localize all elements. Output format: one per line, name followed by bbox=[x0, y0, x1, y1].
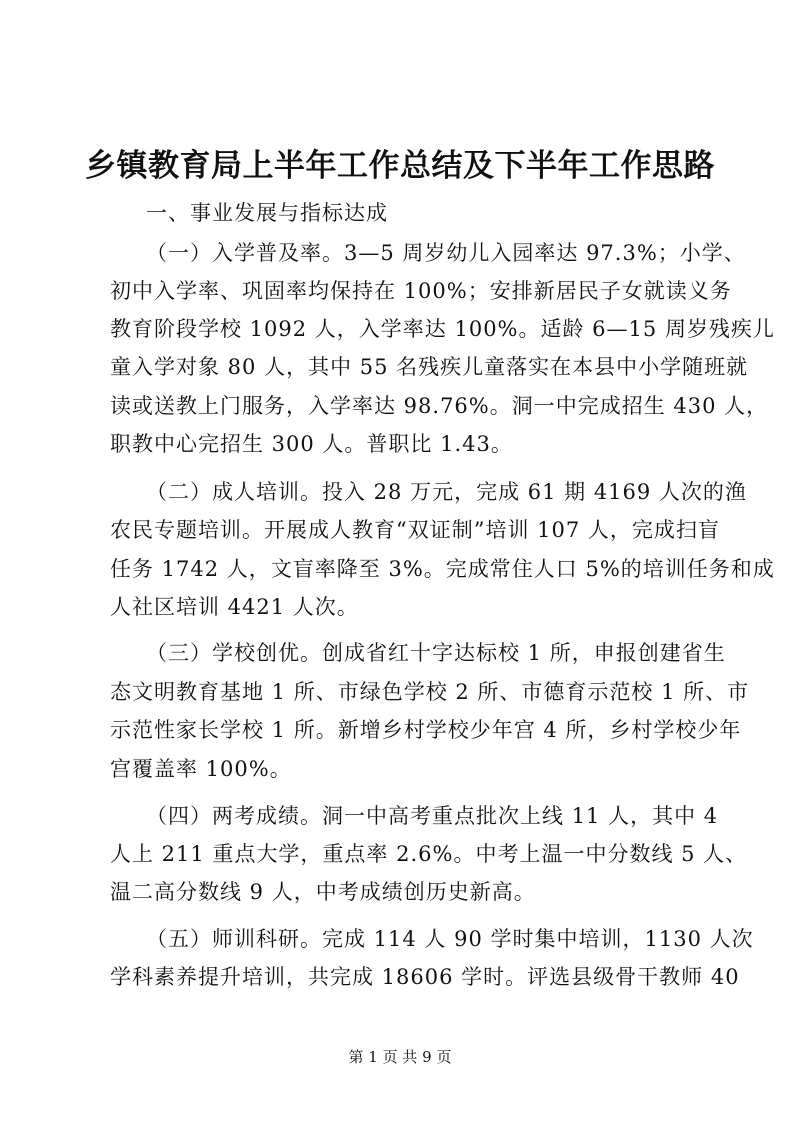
paragraph-line: 任务 1742 人，文盲率降至 3%。完成常住人口 5%的培训任务和成 bbox=[110, 557, 775, 581]
paragraph-line: 态文明教育基地 1 所、市绿色学校 2 所、市德育示范校 1 所、市 bbox=[110, 680, 750, 704]
paragraph-line: 农民专题培训。开展成人教育“双证制”培训 107 人，完成扫盲 bbox=[110, 518, 720, 542]
section-heading: 一、事业发展与指标达成 bbox=[146, 201, 388, 225]
paragraph-line: （三）学校创优。创成省红十字达标校 1 所，申报创建省生 bbox=[146, 641, 726, 665]
paragraph-line: 童入学对象 80 人，其中 55 名残疾儿童落实在本县中小学随班就 bbox=[110, 355, 749, 379]
paragraph-line: （四）两考成绩。洞一中高考重点批次上线 11 人，其中 4 bbox=[146, 804, 719, 828]
document-title: 乡镇教育局上半年工作总结及下半年工作思路 bbox=[85, 148, 715, 184]
paragraph-line: 学科素养提升培训，共完成 18606 学时。评选县级骨干教师 40 bbox=[110, 965, 740, 989]
paragraph-line: 宫覆盖率 100%。 bbox=[110, 757, 292, 781]
paragraph-line: 职教中心完招生 300 人。普职比 1.43。 bbox=[110, 432, 513, 456]
paragraph-line: 温二高分数线 9 人，中考成绩创历史新高。 bbox=[110, 880, 536, 904]
paragraph-line: （五）师训科研。完成 114 人 90 学时集中培训，1130 人次 bbox=[146, 927, 754, 951]
paragraph-line: 人社区培训 4421 人次。 bbox=[110, 595, 359, 619]
page-footer: 第 1 页 共 9 页 bbox=[348, 1048, 452, 1066]
paragraph-line: （二）成人培训。投入 28 万元，完成 61 期 4169 人次的渔 bbox=[146, 480, 747, 504]
paragraph-line: 人上 211 重点大学，重点率 2.6%。中考上温一中分数线 5 人、 bbox=[110, 842, 748, 866]
paragraph-line: 初中入学率、巩固率均保持在 100%；安排新居民子女就读义务 bbox=[110, 279, 732, 303]
paragraph-line: 示范性家长学校 1 所。新增乡村学校少年宫 4 所，乡村学校少年 bbox=[110, 718, 742, 742]
paragraph-line: 读或送教上门服务，入学率达 98.76%。洞一中完成招生 430 人， bbox=[110, 394, 769, 418]
paragraph-line: （一）入学普及率。3—5 周岁幼儿入园率达 97.3%；小学、 bbox=[146, 241, 746, 265]
paragraph-line: 教育阶段学校 1092 人，入学率达 100%。适龄 6—15 周岁残疾儿 bbox=[110, 317, 775, 341]
